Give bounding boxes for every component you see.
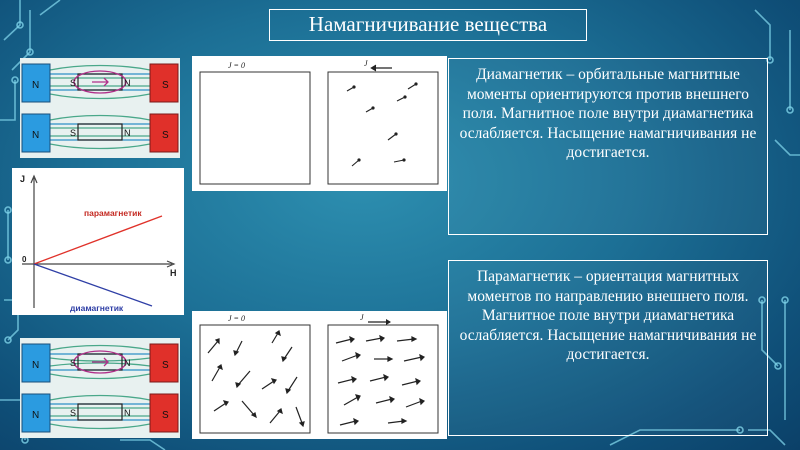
field-label: J (360, 313, 364, 322)
paramagnet-line (34, 216, 162, 264)
moments-figure (192, 311, 447, 439)
magnet-field-figure (20, 338, 180, 438)
moments-panel-paramagnet (192, 311, 447, 439)
magnet-diagram-bottom (20, 338, 180, 438)
pole-s-label: S (162, 410, 169, 421)
diamagnet-label: диамагнетик (70, 303, 124, 313)
diamagnet-line (34, 264, 152, 306)
sample-n-label: N (124, 128, 131, 138)
sample-n-label: N (124, 78, 131, 88)
field-label: J (364, 59, 368, 68)
origin-label: 0 (22, 255, 27, 264)
sample-s-label: S (70, 408, 77, 418)
x-axis-label: H (170, 268, 177, 278)
magnet-field-figure (20, 58, 180, 158)
magnet-diagram-top (20, 58, 180, 158)
slide-title: Намагничивание вещества (269, 9, 587, 41)
moments-figure (192, 56, 447, 191)
diamagnet-description: Диамагнетик – орбитальные магнитные моменты ориентируются против внешнего поля. Магнитное поле внутри диамагнетика ослабляется. Насыщение намагничивания не достигается. (448, 58, 768, 235)
sample-s-label: S (70, 78, 77, 88)
paramagnet-label: парамагнетик (84, 208, 142, 218)
jh-graph-figure (12, 168, 184, 315)
sample-n-label: N (124, 358, 131, 368)
pole-n-label: N (32, 360, 40, 371)
moments-panel-diamagnet (192, 56, 447, 191)
pole-s-label: S (162, 360, 169, 371)
y-axis-label: J (20, 174, 26, 184)
sample-s-label: S (70, 128, 77, 138)
sample-s-label: S (70, 358, 77, 368)
zero-field-label: J = 0 (228, 314, 245, 323)
pole-n-label: N (32, 130, 40, 141)
pole-s-label: S (162, 130, 169, 141)
pole-s-label: S (162, 80, 169, 91)
sample-n-label: N (124, 408, 131, 418)
pole-n-label: N (32, 410, 40, 421)
pole-n-label: N (32, 80, 40, 91)
paramagnet-description: Парамагнетик – ориентация магнитных моментов по направлению внешнего поля. Магнитное поле внутри диамагнетика ослабляется. Насыщение намагничивания не достигается. (448, 260, 768, 436)
zero-field-label: J = 0 (228, 61, 245, 70)
magnetization-graph (12, 168, 184, 315)
